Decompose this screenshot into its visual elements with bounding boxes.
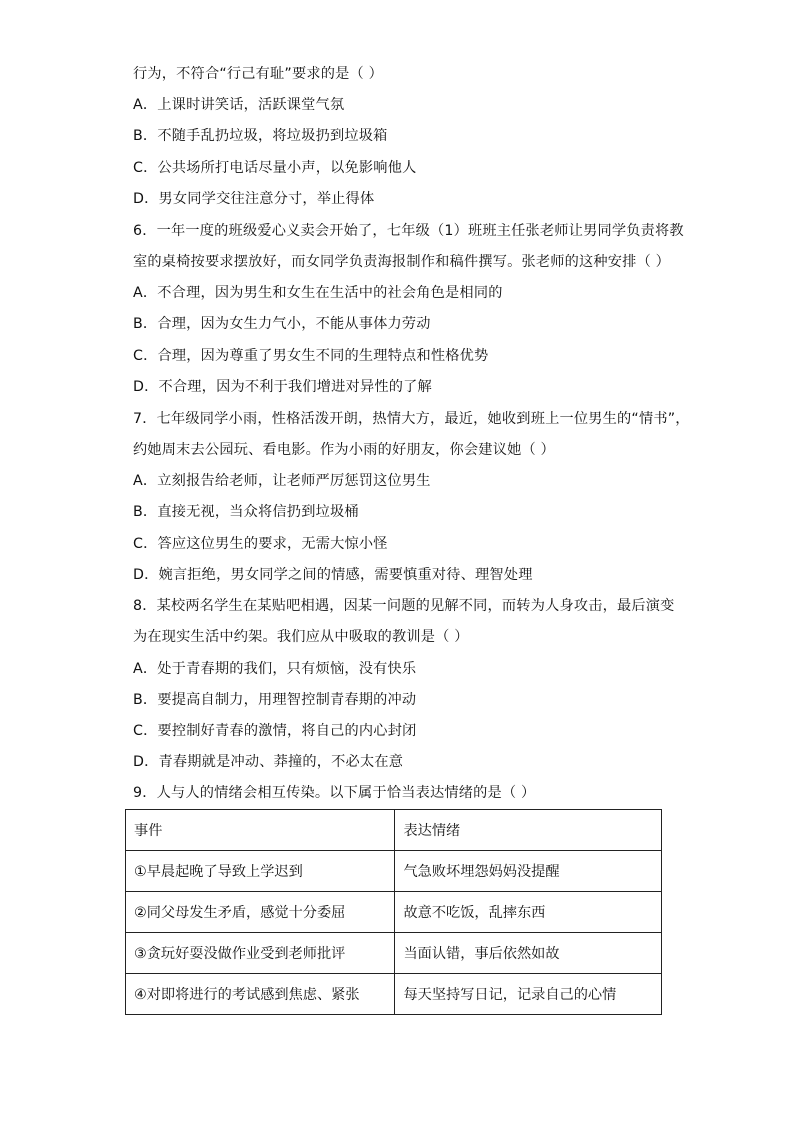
table-header-row: [126, 810, 662, 851]
option-line: B．不随手乱扔垃圾，将垃圾扔到垃圾箱: [133, 128, 388, 144]
question-line: 7．七年级同学小雨，性格活泼开朗，热情大方，最近，她收到班上一位男生的“情书”，: [133, 411, 690, 427]
table-cell: 气急败坏埋怨妈妈没提醒: [395, 851, 662, 892]
option-line: C．答应这位男生的要求，无需大惊小怪: [133, 536, 388, 552]
option-line: B．要提高自制力，用理智控制青春期的冲动: [133, 692, 417, 708]
option-line: C．要控制好青春的激情，将自己的内心封闭: [133, 723, 417, 739]
option-line: D．婉言拒绝，男女同学之间的情感，需要慎重对待、理智处理: [133, 567, 533, 583]
question-line: 室的桌椅按要求摆放好，而女同学负责海报制作和稿件撰写。张老师的这种安排（ ）: [133, 254, 671, 270]
table-cell: 故意不吃饭，乱摔东西: [395, 892, 662, 933]
option-line: D．男女同学交往注意分寸，举止得体: [133, 191, 375, 207]
option-line: A．立刻报告给老师，让老师严厉惩罚这位男生: [133, 473, 431, 489]
table-row: [126, 851, 662, 892]
option-line: C．合理，因为尊重了男女生不同的生理特点和性格优势: [133, 348, 489, 364]
option-line: D．青春期就是冲动、莽撞的，不必太在意: [133, 754, 404, 770]
table-cell: 每天坚持写日记，记录自己的心情: [395, 974, 662, 1015]
question-line: 8．某校两名学生在某贴吧相遇，因某一问题的见解不同，而转为人身攻击，最后演变: [133, 598, 675, 614]
question-line: 为在现实生活中约架。我们应从中吸取的教训是（ ）: [133, 629, 469, 645]
table-cell: 当面认错，事后依然如故: [395, 933, 662, 974]
option-line: D．不合理，因为不利于我们增进对异性的了解: [133, 379, 432, 395]
option-line: B．直接无视，当众将信扔到垃圾桶: [133, 504, 359, 520]
option-line: A．处于青春期的我们，只有烦恼，没有快乐: [133, 661, 417, 677]
option-line: A．不合理，因为男生和女生在生活中的社会角色是相同的: [133, 285, 503, 301]
option-line: B．合理，因为女生力气小，不能从事体力劳动: [133, 316, 431, 332]
table-cell: ③贪玩好耍没做作业受到老师批评: [126, 933, 395, 974]
table-header-cell: 表达情绪: [395, 810, 662, 851]
table-cell: ②同父母发生矛盾，感觉十分委屈: [126, 892, 395, 933]
events-table: [125, 809, 662, 1015]
option-line: A．上课时讲笑话，活跃课堂气氛: [133, 97, 345, 113]
question-line: 6．一年一度的班级爱心义卖会开始了，七年级（1）班班主任张老师让男同学负责将教: [133, 223, 684, 239]
question-line: 9．人与人的情绪会相互传染。以下属于恰当表达情绪的是（ ）: [133, 785, 536, 801]
text-line: 行为，不符合“行己有耻”要求的是（ ）: [133, 66, 384, 82]
table-row: [126, 892, 662, 933]
table-cell: ①早晨起晚了导致上学迟到: [126, 851, 395, 892]
table-cell: ④对即将进行的考试感到焦虑、紧张: [126, 974, 395, 1015]
question-line: 约她周末去公园玩、看电影。作为小雨的好朋友，你会建议她（ ）: [133, 442, 555, 458]
table-row: [126, 933, 662, 974]
option-line: C．公共场所打电话尽量小声，以免影响他人: [133, 160, 417, 176]
table-row: [126, 974, 662, 1015]
table-header-cell: 事件: [126, 810, 395, 851]
